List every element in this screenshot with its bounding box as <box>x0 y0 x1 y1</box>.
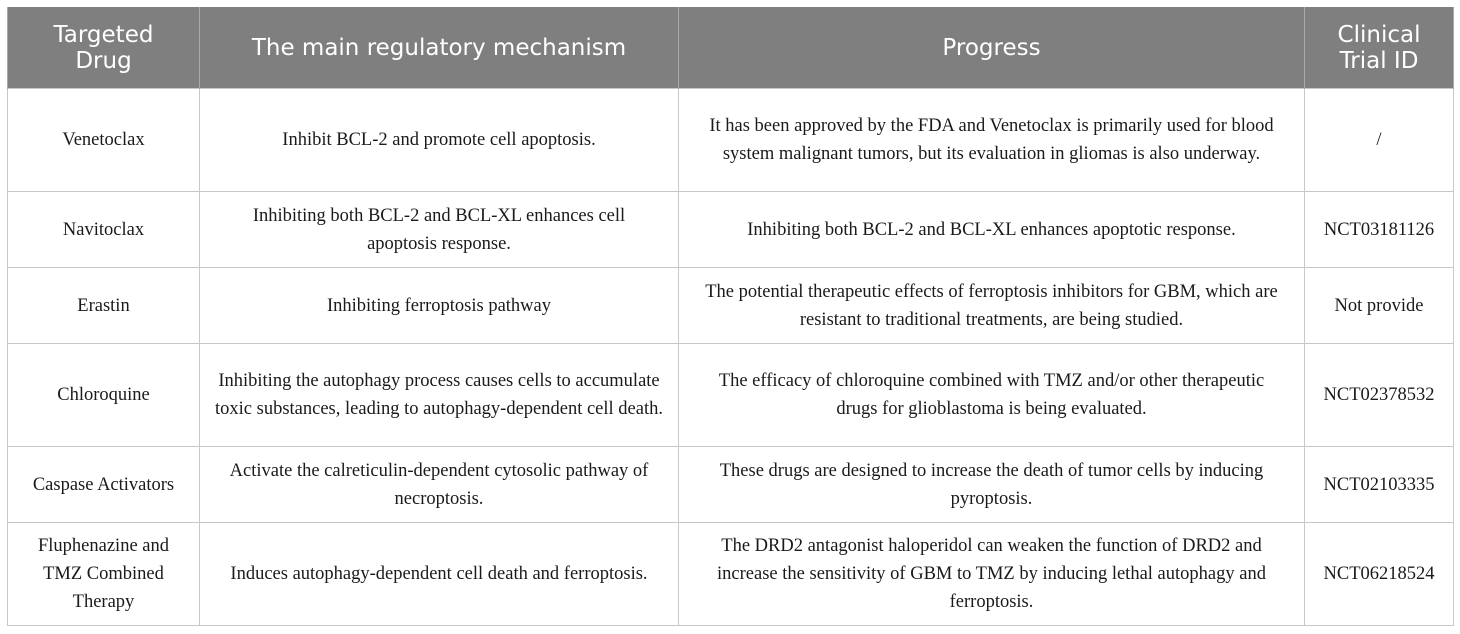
cell-trial-id: NCT03181126 <box>1305 192 1454 268</box>
table-row <box>8 89 1454 192</box>
cell-progress: These drugs are designed to increase the death of tumor cells by inducing pyroptosis. <box>679 447 1305 523</box>
cell-mechanism: Inhibiting both BCL-2 and BCL-XL enhances cell apoptosis response. <box>200 192 679 268</box>
header-targeted-drug: Targeted Drug <box>8 7 200 89</box>
header-clinical-trial-id: Clinical Trial ID <box>1305 7 1454 89</box>
table-row <box>8 447 1454 523</box>
cell-trial-id: NCT02103335 <box>1305 447 1454 523</box>
table-row <box>8 523 1454 626</box>
header-mechanism: The main regulatory mechanism <box>200 7 679 89</box>
cell-progress: Inhibiting both BCL-2 and BCL-XL enhances apoptotic response. <box>679 192 1305 268</box>
cell-progress: The potential therapeutic effects of ferroptosis inhibitors for GBM, which are resistant to traditional treatments, are being studied. <box>679 268 1305 344</box>
cell-trial-id: Not provide <box>1305 268 1454 344</box>
cell-mechanism: Activate the calreticulin-dependent cytosolic pathway of necroptosis. <box>200 447 679 523</box>
cell-drug: Erastin <box>8 268 200 344</box>
cell-trial-id: NCT06218524 <box>1305 523 1454 626</box>
header-row <box>8 7 1454 89</box>
cell-trial-id: / <box>1305 89 1454 192</box>
cell-drug: Venetoclax <box>8 89 200 192</box>
table-row <box>8 192 1454 268</box>
cell-progress: The efficacy of chloroquine combined with TMZ and/or other therapeutic drugs for glioblastoma is being evaluated. <box>679 344 1305 447</box>
cell-mechanism: Induces autophagy-dependent cell death and ferroptosis. <box>200 523 679 626</box>
cell-trial-id: NCT02378532 <box>1305 344 1454 447</box>
cell-mechanism: Inhibit BCL-2 and promote cell apoptosis. <box>200 89 679 192</box>
targeted-drug-table <box>7 7 1454 626</box>
table-row <box>8 268 1454 344</box>
cell-drug: Fluphenazine and TMZ Combined Therapy <box>8 523 200 626</box>
cell-mechanism: Inhibiting the autophagy process causes cells to accumulate toxic substances, leading to autophagy-dependent cell death. <box>200 344 679 447</box>
table-body <box>8 89 1454 626</box>
table-row <box>8 344 1454 447</box>
cell-mechanism: Inhibiting ferroptosis pathway <box>200 268 679 344</box>
cell-drug: Caspase Activators <box>8 447 200 523</box>
table-header <box>8 7 1454 89</box>
cell-progress: It has been approved by the FDA and Venetoclax is primarily used for blood system malignant tumors, but its evaluation in gliomas is also underway. <box>679 89 1305 192</box>
header-progress: Progress <box>679 7 1305 89</box>
cell-drug: Chloroquine <box>8 344 200 447</box>
cell-progress: The DRD2 antagonist haloperidol can weaken the function of DRD2 and increase the sensitivity of GBM to TMZ by inducing lethal autophagy and ferroptosis. <box>679 523 1305 626</box>
cell-drug: Navitoclax <box>8 192 200 268</box>
